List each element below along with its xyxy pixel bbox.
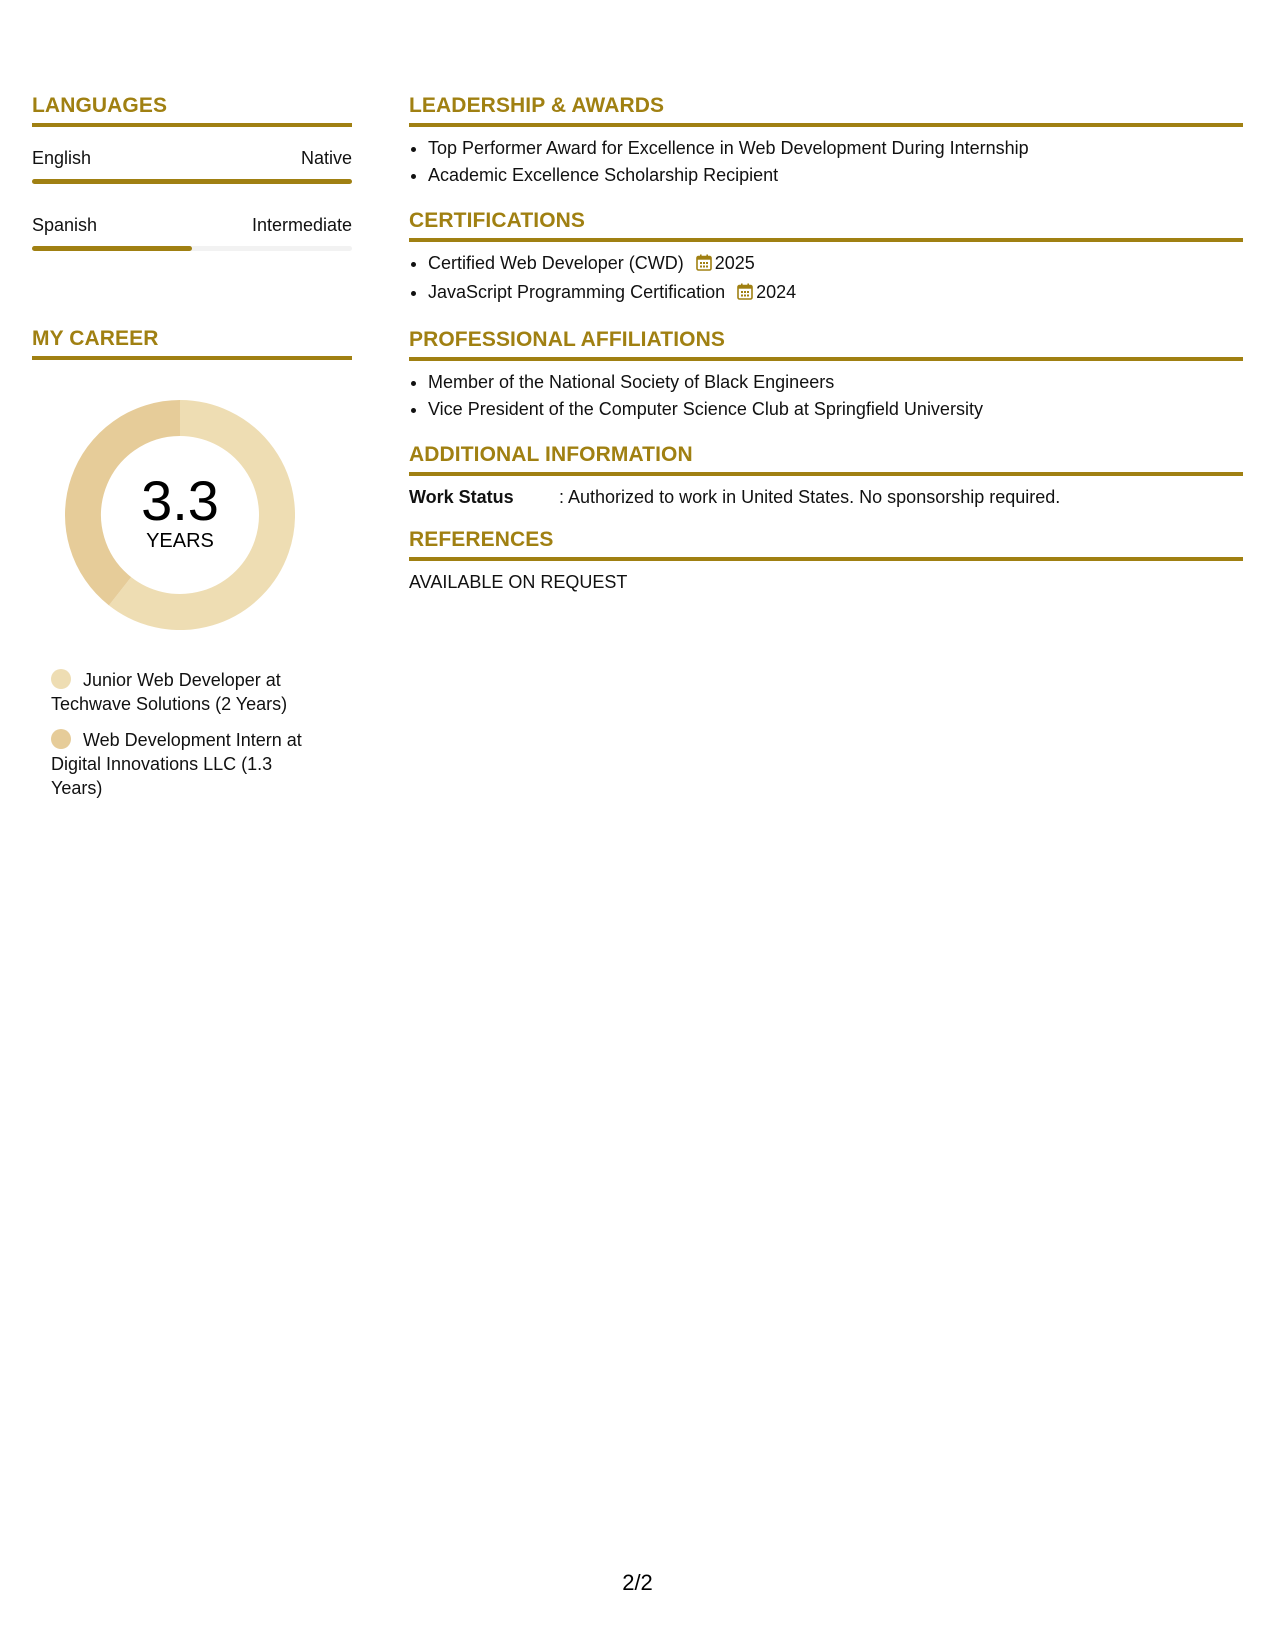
leadership-section: [409, 94, 1243, 189]
right-column: [409, 94, 1243, 593]
list-item: • Top Performer Award for Excellence in Web Development During Internship: [428, 135, 1243, 162]
affiliations-heading: PROFESSIONAL AFFILIATIONS: [409, 328, 1243, 361]
career-heading: MY CAREER: [32, 327, 352, 360]
career-section: [32, 327, 352, 800]
language-name: English: [32, 148, 92, 168]
additional-info-section: [409, 443, 1243, 508]
work-status-label: Work Status: [409, 487, 514, 507]
career-total-value: 3.3: [141, 469, 219, 532]
language-item-english: [32, 147, 352, 184]
languages-section: [32, 94, 352, 251]
certification-year: 2025: [714, 253, 755, 273]
career-legend-label: Junior Web Developer at Techwave Solutions (2 Years): [51, 670, 288, 714]
career-legend-label: Web Development Intern at Digital Innovations LLC (1.3 Years): [51, 730, 302, 798]
certifications-list: [409, 250, 1243, 308]
certification-year: 2024: [756, 282, 797, 302]
calendar-icon: [696, 252, 712, 279]
list-item: • Academic Excellence Scholarship Recipient: [428, 162, 1243, 189]
page-number: 2/2: [622, 1570, 653, 1595]
references-heading: REFERENCES: [409, 528, 1243, 561]
list-item: • Vice President of the Computer Science Club at Springfield University: [428, 396, 1243, 423]
references-section: [409, 528, 1243, 593]
certifications-heading: CERTIFICATIONS: [409, 209, 1243, 242]
language-proficiency-bar: [32, 179, 352, 184]
certification-name: Certified Web Developer (CWD): [428, 253, 684, 273]
language-level: Native: [300, 148, 352, 168]
leadership-heading: LEADERSHIP & AWARDS: [409, 94, 1243, 127]
left-column: [32, 94, 352, 812]
affiliations-list: [409, 369, 1243, 423]
language-proficiency-fill: [32, 246, 192, 251]
additional-info-heading: ADDITIONAL INFORMATION: [409, 443, 1243, 476]
legend-dot-icon: [51, 729, 71, 749]
language-proficiency-fill: [32, 179, 352, 184]
affiliations-section: [409, 328, 1243, 423]
certification-name: JavaScript Programming Certification: [428, 282, 726, 302]
language-proficiency-bar: [32, 246, 352, 251]
languages-heading: LANGUAGES: [32, 94, 352, 127]
language-name: Spanish: [32, 215, 98, 235]
career-donut-chart: [65, 400, 295, 630]
calendar-icon: [737, 281, 753, 308]
career-legend-item: [51, 728, 321, 800]
certifications-section: [409, 209, 1243, 308]
legend-dot-icon: [51, 669, 71, 689]
career-legend-item: [51, 668, 321, 716]
list-item: [428, 250, 1243, 279]
list-item: [428, 279, 1243, 308]
language-item-spanish: [32, 214, 352, 251]
language-level: Intermediate: [251, 215, 352, 235]
career-total-unit: YEARS: [146, 530, 214, 552]
work-status-value: : Authorized to work in United States. No sponsorship required.: [559, 487, 1061, 507]
career-legend: [51, 668, 321, 800]
work-status-row: [409, 486, 1243, 508]
list-item: • Member of the National Society of Black Engineers: [428, 369, 1243, 396]
references-text: AVAILABLE ON REQUEST: [409, 572, 628, 592]
leadership-list: [409, 135, 1243, 189]
